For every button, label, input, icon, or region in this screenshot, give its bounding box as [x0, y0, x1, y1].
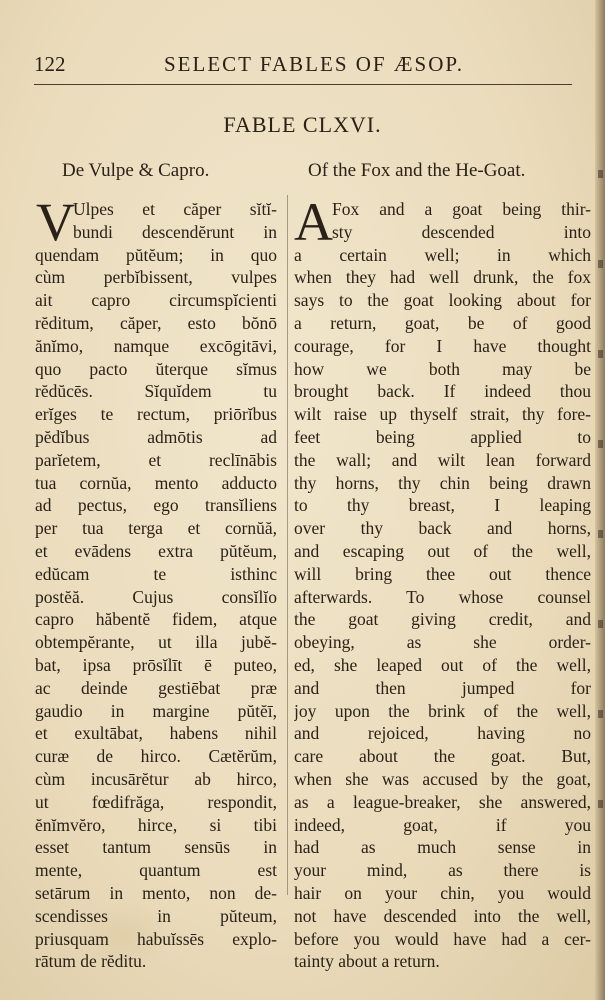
latin-text-line: ait capro circumspĭcienti: [35, 290, 277, 311]
latin-text-line: pĕdĭbus admōtis ad: [35, 426, 277, 447]
latin-text-line: scendisses in pŭteum,: [35, 905, 277, 926]
latin-text-line: ad pectus, ego transĭliens: [35, 495, 277, 516]
latin-text-line: parĭetem, et reclīnābis: [35, 449, 277, 470]
latin-text-line: quo pacto ŭterque sĭmus: [35, 358, 277, 379]
english-text-line: will bring thee out thence: [294, 563, 591, 584]
english-text-line: obeying, as she order-: [294, 632, 591, 653]
latin-text-line: postĕă. Cujus consĭlĭo: [35, 586, 277, 607]
english-text-line: not have descended into the well,: [294, 905, 591, 926]
latin-text-line: Ulpes et căper sĭtĭ-: [73, 199, 277, 219]
latin-dropcap: V: [36, 192, 75, 252]
english-text-column: [294, 192, 591, 973]
latin-title: De Vulpe & Capro.: [62, 160, 210, 181]
adjacent-page-marks: [598, 130, 603, 810]
latin-text-line: bat, ipsa prōsĭlīt ē puteo,: [35, 654, 277, 675]
latin-text-line: erĭges te rectum, priōrĭbus: [35, 404, 277, 425]
header-rule: [34, 84, 572, 85]
english-text-line: feet being applied to: [294, 426, 591, 447]
english-text-line: had as much sense in: [294, 837, 591, 858]
english-text-line: ed, she leaped out of the well,: [294, 654, 591, 675]
english-text-line: how we both may be: [294, 358, 591, 379]
english-text-line: joy upon the brink of the well,: [294, 700, 591, 721]
english-text-line: to thy breast, I leaping: [294, 495, 591, 516]
latin-text-line: ac deinde gestiēbat præ: [35, 677, 277, 698]
english-title: Of the Fox and the He-Goat.: [308, 160, 526, 181]
latin-text-line: quendam pŭtĕum; in quo: [35, 244, 277, 265]
page-number: 122: [34, 52, 66, 76]
latin-text-line: curæ de hirco. Cætĕrŭm,: [35, 746, 277, 767]
english-text-line: over thy back and horns,: [294, 518, 591, 539]
latin-text-line: edŭcam te isthinc: [35, 563, 277, 584]
fable-number: FABLE CLXVI.: [223, 112, 382, 137]
latin-text-line: setārum in mento, non de-: [35, 882, 277, 903]
latin-text-column: [35, 192, 277, 973]
english-text-line: afterwards. To whose counsel: [294, 586, 591, 607]
english-text-line: thy horns, thy chin being drawn: [294, 472, 591, 493]
latin-text-line: priusquam habuĭssēs explo-: [35, 928, 277, 949]
latin-text-line: cùm perbĭbissent, vulpes: [35, 267, 277, 288]
latin-text-line: et exultābat, habens nihil: [35, 723, 277, 744]
english-text-line: when they had well drunk, the fox: [294, 267, 591, 288]
english-text-line: hair on your chin, you would: [294, 882, 591, 903]
latin-text-line: et evādens extra pŭtĕum,: [35, 540, 277, 561]
english-text-line: indeed, goat, if you: [294, 814, 591, 835]
english-text-line: care about the goat. But,: [294, 746, 591, 767]
latin-text-line: cùm incusārĕtur ab hirco,: [35, 768, 277, 789]
latin-text-line: rātum de rĕditu.: [35, 951, 147, 972]
latin-text-line: gaudio in margine pŭtĕī,: [35, 700, 277, 721]
latin-text-line: ănĭmo, namque excōgitāvi,: [35, 335, 277, 356]
english-text-line: as a league-breaker, she answered,: [294, 791, 591, 812]
latin-text-line: mente, quantum est: [35, 860, 277, 881]
english-text-line: tainty about a return.: [294, 951, 440, 972]
latin-text-line: capro hăbentĕ fidem, atque: [35, 609, 277, 630]
english-text-line: and rejoiced, having no: [294, 723, 591, 744]
english-text-line: a certain well; in which: [294, 244, 591, 265]
english-text-line: says to the goat looking about for: [294, 290, 591, 311]
english-text-line: sty descended into: [332, 221, 591, 242]
english-text-line: the goat giving credit, and: [294, 609, 591, 630]
english-text-line: when she was accused by the goat,: [294, 768, 591, 789]
english-text-line: and escaping out of the well,: [294, 540, 591, 561]
english-text-line: before you would have had a cer-: [294, 928, 591, 949]
running-title: SELECT FABLES OF ÆSOP.: [164, 52, 464, 76]
english-text-line: brought back. If indeed thou: [294, 381, 591, 402]
english-text-line: your mind, as there is: [294, 860, 591, 881]
latin-text-line: ĕnĭmvĕro, hirce, si tibi: [35, 814, 277, 835]
english-text-line: a return, goat, be of good: [294, 312, 591, 333]
english-text-line: courage, for I have thought: [294, 335, 591, 356]
latin-text-line: tua cornŭa, mento adducto: [35, 472, 277, 493]
latin-text-line: obtempĕrante, ut illa jubĕ-: [35, 632, 277, 653]
running-head: [34, 52, 574, 82]
latin-text-line: ut fœdifrăga, respondit,: [35, 791, 277, 812]
latin-text-line: esset tantum sensūs in: [35, 837, 277, 858]
english-dropcap: A: [294, 192, 333, 252]
latin-text-line: per tua terga et cornŭă,: [35, 518, 277, 539]
latin-text-line: bundi descendĕrunt in: [73, 221, 277, 242]
latin-text-line: rĕditum, căper, esto bŏnō: [35, 312, 277, 333]
english-text-line: wilt raise up thyself strait, thy fore-: [294, 404, 591, 425]
english-text-line: and then jumped for: [294, 677, 591, 698]
column-divider: [287, 195, 288, 895]
latin-text-line: rĕdŭcēs. Sĭquĭdem tu: [35, 381, 277, 402]
english-text-line: the wall; and wilt lean forward: [294, 449, 591, 470]
english-text-line: Fox and a goat being thir-: [332, 199, 591, 219]
